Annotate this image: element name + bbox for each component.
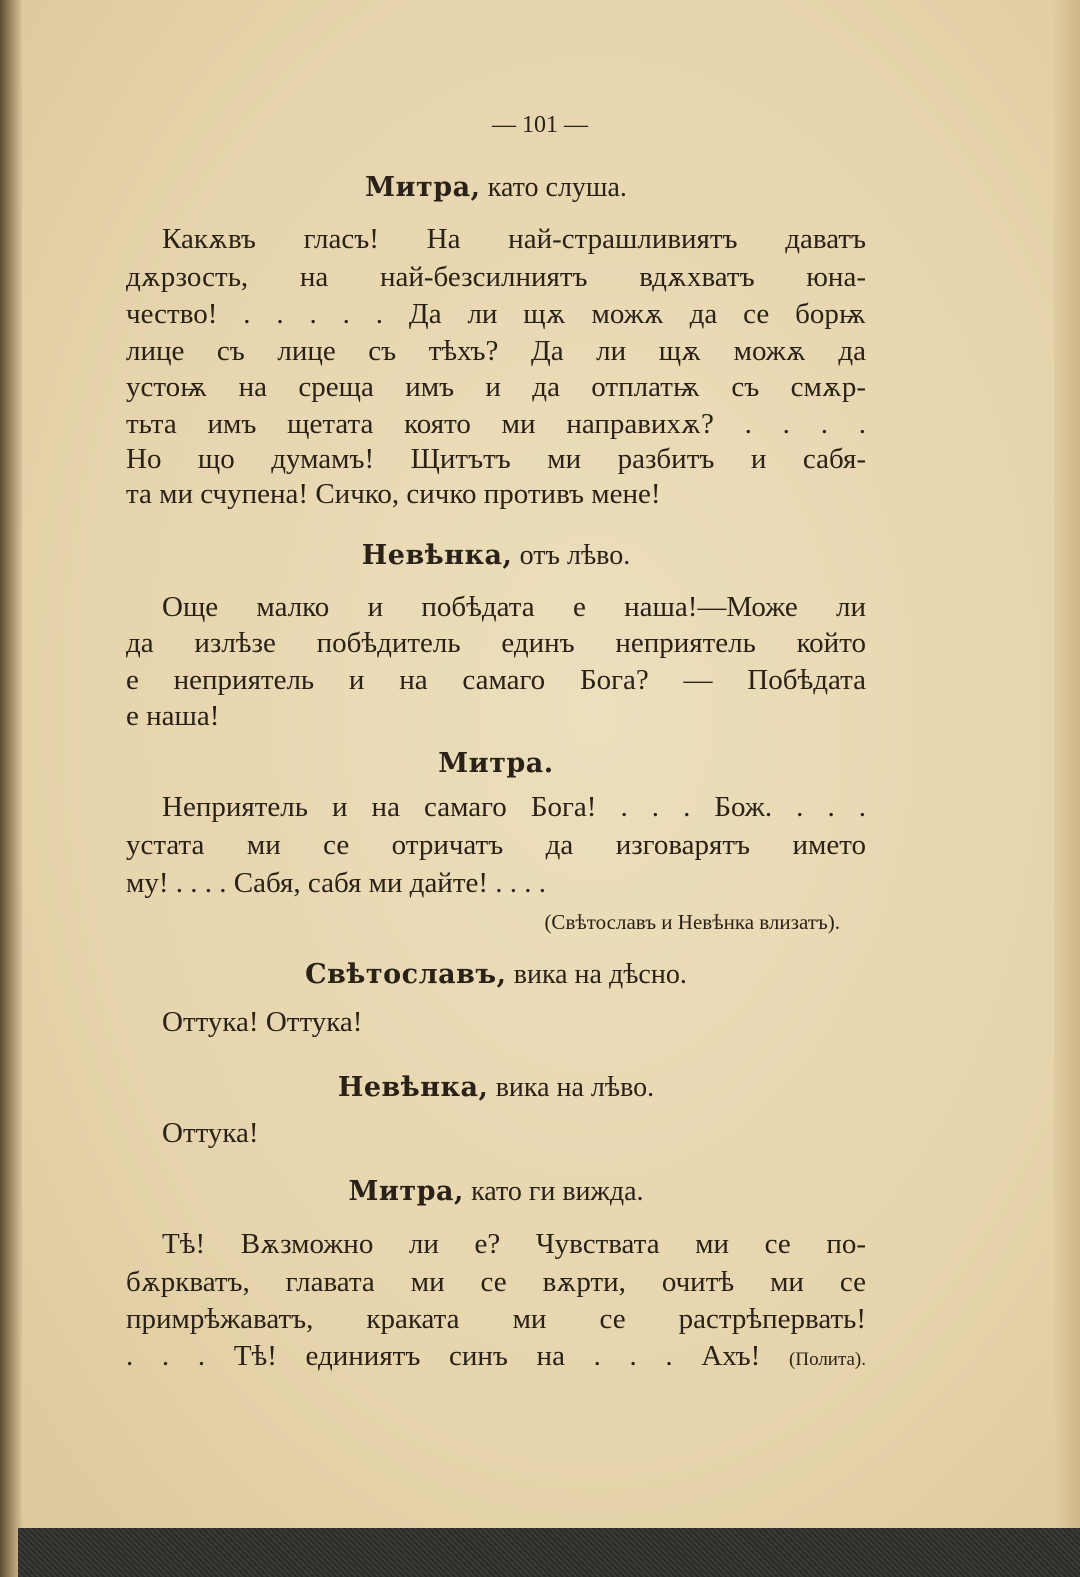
- speaker-name: Невѣнка,: [361, 540, 513, 571]
- stage-direction: като ги вижда.: [471, 1176, 644, 1207]
- speaker-heading: [126, 1070, 866, 1105]
- stage-direction: вика на дѣсно.: [513, 959, 687, 990]
- speaker-heading: [126, 957, 866, 992]
- speaker-name: Митра,: [348, 1176, 464, 1207]
- text-line: лице съ лице съ тѣхъ? Да ли щѫ можѫ да: [126, 335, 866, 367]
- book-cover-edge: [18, 1528, 1080, 1577]
- text-line: [126, 1339, 866, 1377]
- page-right-edge: [1054, 0, 1080, 1530]
- speaker-name: Свѣтославъ,: [305, 959, 507, 990]
- text-line: примрѣжаватъ, краката ми се растрѣпервать!: [126, 1303, 866, 1335]
- text-line: е наша!: [126, 700, 220, 732]
- stage-direction-inline: (Полита).: [789, 1349, 867, 1370]
- text-line: да излѣзе побѣдитель единъ неприятель който: [126, 627, 866, 659]
- speaker-name: Митра.: [438, 748, 554, 779]
- text-line: дѫрзость, на най-безсилниятъ вдѫхватъ юна-: [126, 261, 866, 293]
- text-line: Какѫвъ гласъ! На най-страшливиятъ даватъ: [162, 223, 866, 255]
- speaker-heading: [126, 746, 866, 781]
- stage-direction-line: (Свѣтославъ и Невѣнка влизатъ).: [544, 910, 840, 934]
- stage-direction: като слуша.: [487, 172, 627, 203]
- text-line: Но що думамъ! Щитътъ ми разбитъ и сабя-: [126, 443, 866, 475]
- text-line: устата ми се отричатъ да изговарятъ името: [126, 829, 866, 861]
- text-line: устоѭ на среща имъ и да отплатѭ съ смѫр-: [126, 371, 866, 403]
- stage-direction: отъ лѣво.: [519, 540, 631, 571]
- text-line: Оттука!: [162, 1117, 259, 1149]
- text-line: та ми счупена! Сичко, сичко противъ мене!: [126, 478, 661, 510]
- text-line: Неприятель и на самаго Бога! . . . Бож. . . .: [162, 791, 866, 823]
- text-line: бѫркватъ, главата ми се вѫрти, очитѣ ми се: [126, 1266, 866, 1298]
- text-line: тьта имъ щетата която ми направихѫ? . . . .: [126, 408, 866, 440]
- text-line: е неприятель и на самаго Бога? — Побѣдата: [126, 664, 866, 696]
- text-line: чество! . . . . . Да ли щѫ можѫ да се борѭ: [126, 298, 866, 330]
- text-line: Тѣ! Вѫзможно ли е? Чувствата ми се по-: [162, 1228, 866, 1260]
- text-line-main: . . . Тѣ! единиятъ синъ на . . . Ахъ!: [126, 1340, 761, 1372]
- speaker-heading: [126, 538, 866, 573]
- speaker-heading: [126, 1174, 866, 1209]
- stage-direction: вика на лѣво.: [495, 1072, 655, 1103]
- page-number: — 101 —: [492, 112, 588, 138]
- text-line: Оттука! Оттука!: [162, 1006, 363, 1038]
- text-line: му! . . . . Сабя, сабя ми дайте! . . . .: [126, 867, 547, 899]
- text-line: Още малко и побѣдата е наша!—Може ли: [162, 591, 866, 623]
- speaker-name: Митра,: [365, 172, 481, 203]
- speaker-name: Невѣнка,: [337, 1072, 489, 1103]
- book-spine-edge: [0, 0, 22, 1577]
- speaker-heading: [126, 170, 866, 205]
